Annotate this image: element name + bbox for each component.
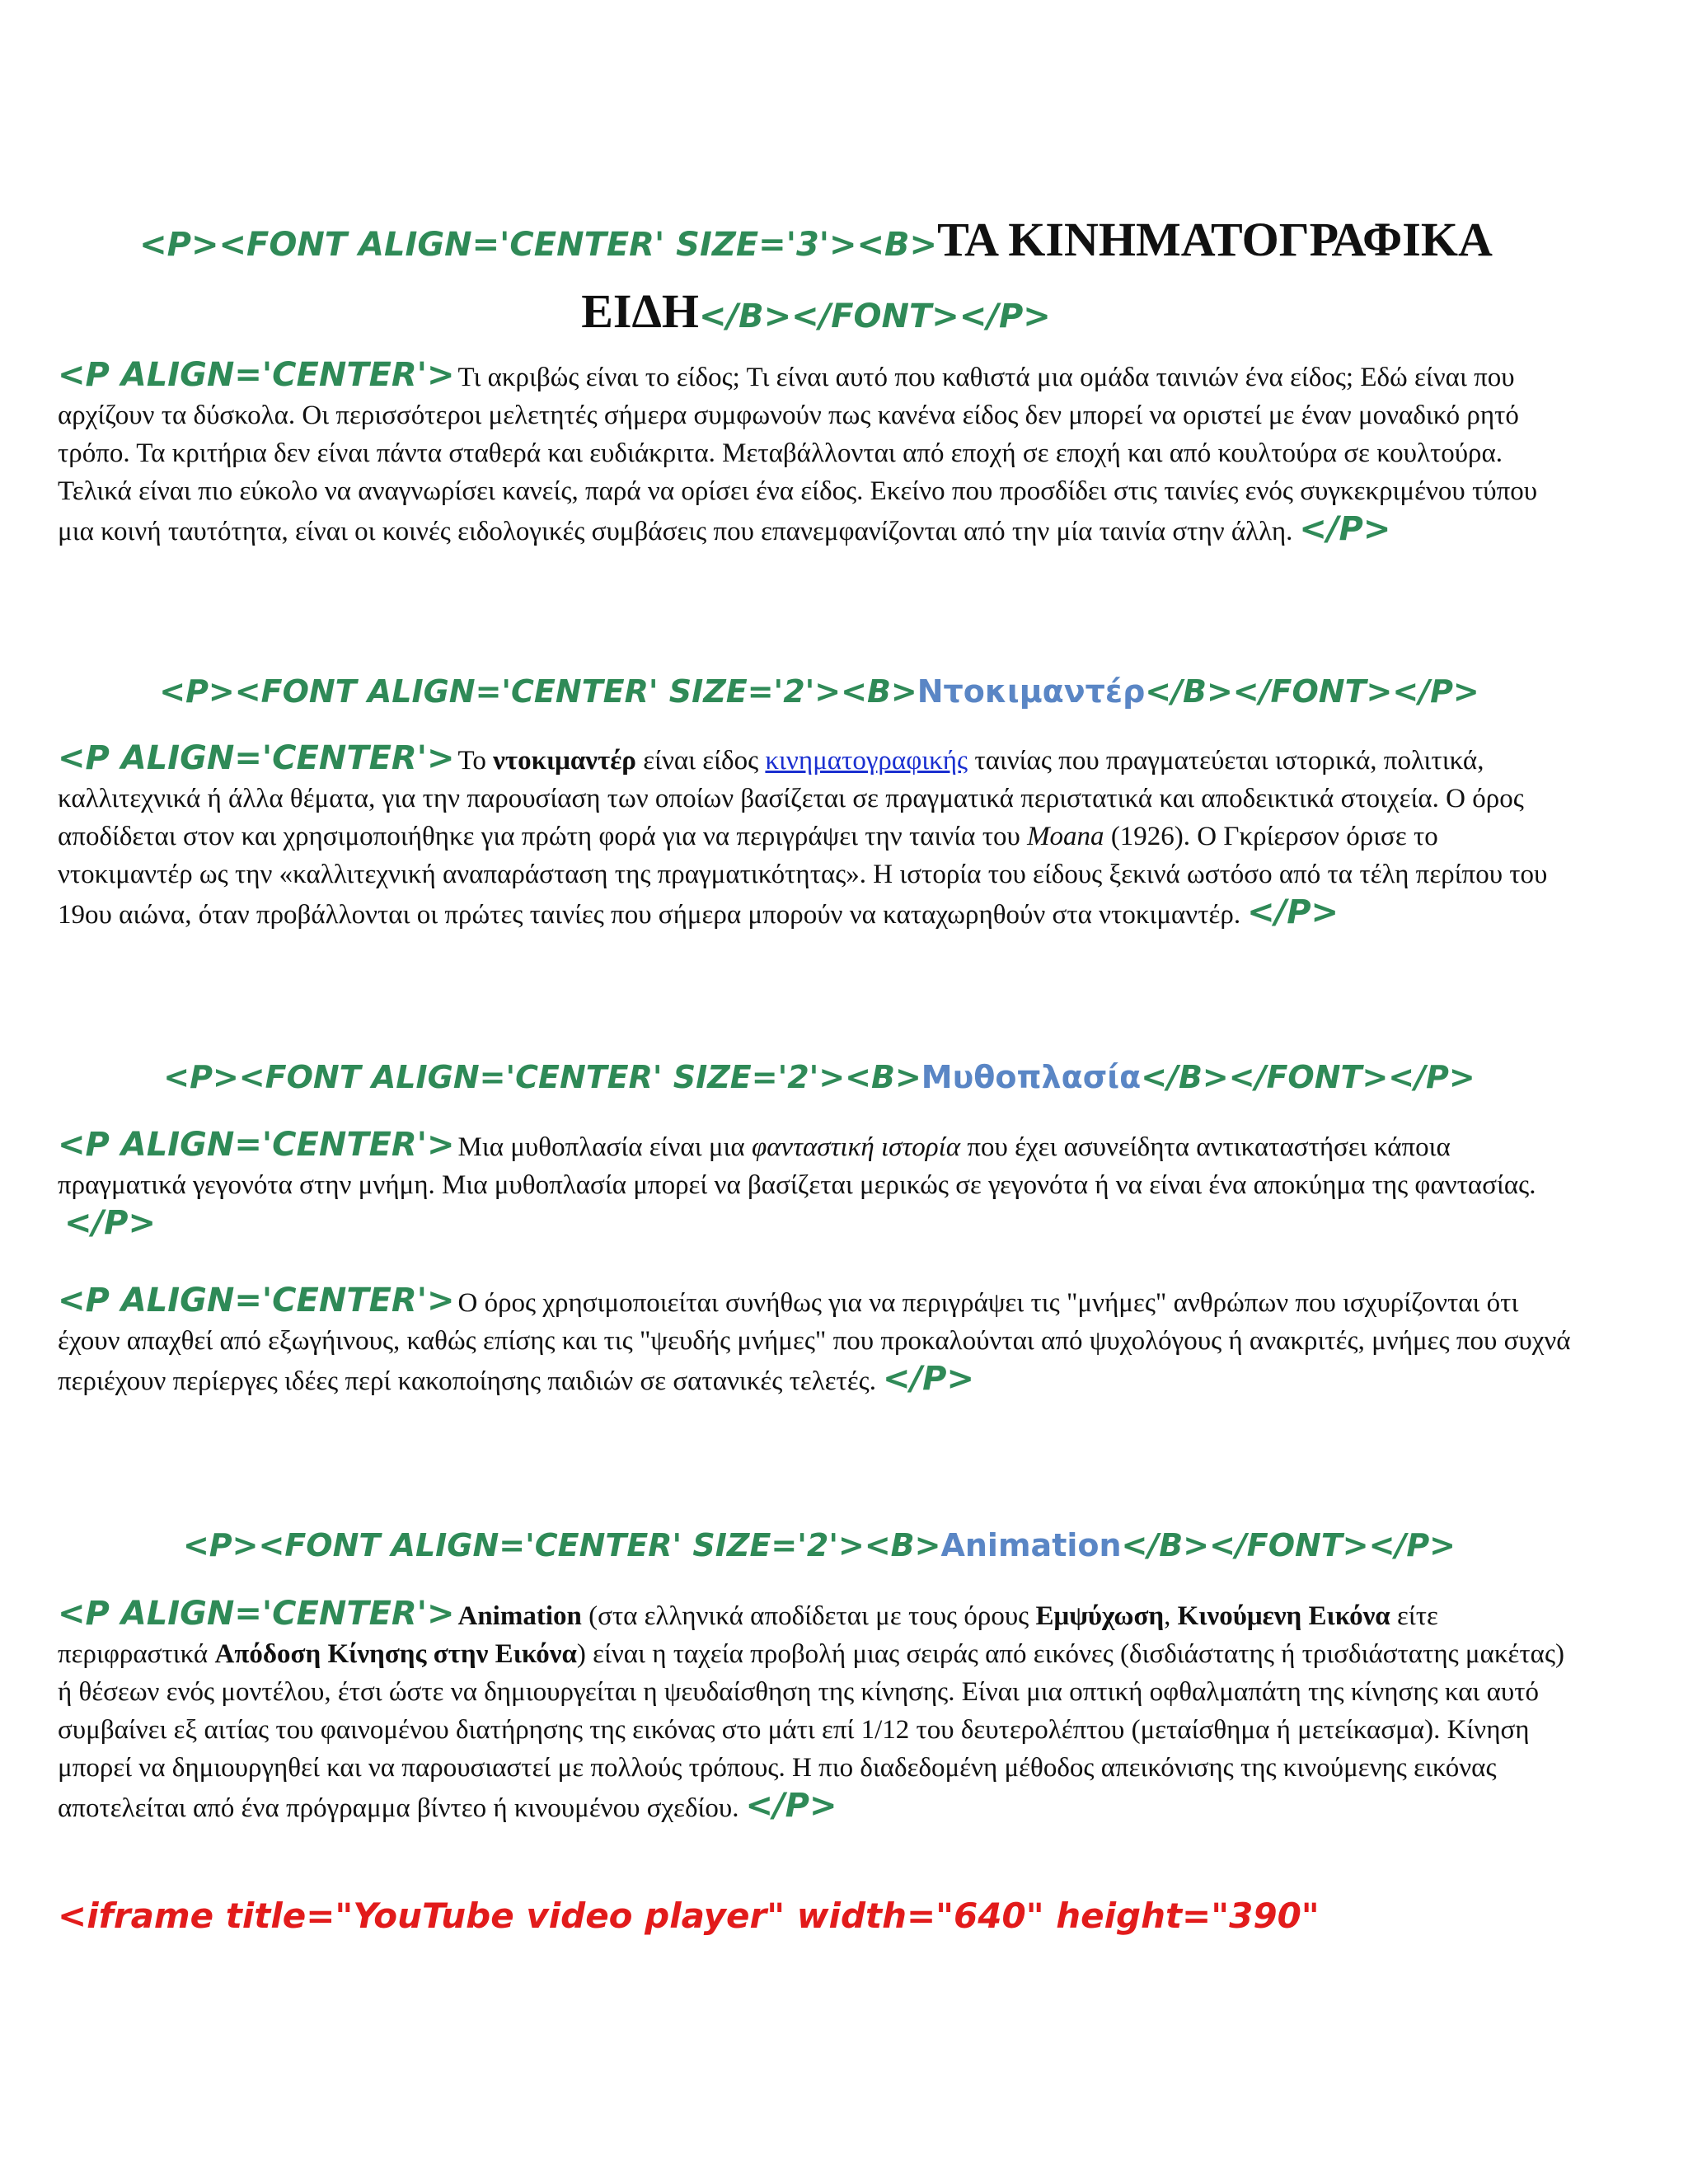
- bold-term: Animation: [457, 1601, 582, 1631]
- page-title: [132, 210, 1500, 354]
- text-run: (στα ελληνικά αποδίδεται με τους όρους: [581, 1601, 1036, 1631]
- heading-close-tag: </B></FONT></P>: [1121, 1527, 1456, 1563]
- p-close-tag: </P>: [64, 1204, 156, 1242]
- animation-heading: [58, 1527, 1581, 1564]
- cinematic-link[interactable]: κινηματογραφικής: [765, 746, 968, 776]
- heading-close-tag: </B></FONT></P>: [1141, 1059, 1475, 1095]
- documentary-heading: [58, 673, 1581, 710]
- text-run: Ο όρος χρησιμοποιείται συνήθως για να περιγράψει τις "μνήμες" ανθρώπων που ισχυρίζονται ότι έχουν απαχθεί από εξωγήινους, καθώς επίσης και τις "ψευδής μνήμες" που προκαλούνται από ψυχολόγους ή ανακριτές, μνήμες που συχνά περιέχουν περίεργες ιδέες περί κακοποίησης παιδιών σε σατανικές τελετές.: [58, 1288, 1571, 1396]
- heading-open-tag: <P><FONT ALIGN='CENTER' SIZE='2'><B>: [163, 1059, 921, 1095]
- p-open-tag: <P ALIGN='CENTER'>: [58, 1282, 455, 1319]
- p-close-tag: </P>: [883, 1360, 974, 1398]
- myth-title: Μυθοπλασία: [921, 1059, 1142, 1095]
- p-close-tag: </P>: [1247, 893, 1339, 931]
- bold-term: ντοκιμαντέρ: [493, 746, 636, 776]
- text-run: ταινίας που πραγματεύεται ιστορικά, πολιτικά, καλλιτεχνικά ή άλλα θέματα, για την παρουσίαση των οποίων βασίζεται σε πραγματικά περιστατικά και αποδεικτικά στοιχεία. Ο όρος αποδίδεται στον και χρησιμοποιήθηκε για πρώτη φορά για να περιγράψει την ταινία του: [58, 746, 1524, 851]
- p-open-tag: <P ALIGN='CENTER'>: [58, 1126, 455, 1164]
- bold-term: Κινούμενη Εικόνα: [1177, 1601, 1390, 1631]
- animation-title: Animation: [940, 1527, 1122, 1563]
- intro-paragraph: [58, 356, 1574, 551]
- title-text-line1: ΤΑ ΚΙΝΗΜΑΤΟΓΡΑΦΙΚΑ: [937, 213, 1493, 266]
- p-open-tag: <P ALIGN='CENTER'>: [58, 1595, 455, 1633]
- text-run: ,: [1164, 1601, 1178, 1631]
- text-run: που έχει ασυνείδητα αντικαταστήσει κάποια πραγματικά γεγονότα στην μνήμη. Μια μυθοπλασία μπορεί να βασίζεται μερικώς σε γεγονότα ή να είναι ένα αποκύημα της φαντασίας.: [58, 1132, 1536, 1200]
- text-run: Το: [457, 746, 494, 776]
- p-close-tag: </P>: [1299, 510, 1391, 548]
- bold-term: Εμψύχωση: [1035, 1601, 1165, 1631]
- text-run: είναι είδος: [635, 746, 766, 776]
- documentary-paragraph: [58, 739, 1574, 934]
- bold-term: Απόδοση Κίνησης στην Εικόνα: [214, 1639, 577, 1669]
- italic-term: φανταστική ιστορία: [751, 1132, 961, 1162]
- heading-close-tag: </B></FONT></P>: [1145, 673, 1479, 710]
- text-run: είτε περιφραστικά: [58, 1601, 1438, 1669]
- iframe-code-line: <iframe title="YouTube video player" width="640" height="390": [58, 1896, 1320, 1936]
- heading-open-tag: <P><FONT ALIGN='CENTER' SIZE='2'><B>: [159, 673, 917, 710]
- text-run: (1926). Ο Γκρίερσον όρισε το ντοκιμαντέρ ως την «καλλιτεχνική αναπαράσταση της πραγματικότητας». Η ιστορία του είδους ξεκινά ωστόσο από τα τέλη περίπου του 19ου αιώνα, όταν προβάλλονται οι πρώτες ταινίες που σήμερα μπορούν να καταχωρηθούν στα ντοκιμαντέρ.: [58, 822, 1548, 930]
- heading-open-tag: <P><FONT ALIGN='CENTER' SIZE='2'><B>: [182, 1527, 941, 1563]
- myth-paragraph-2: [58, 1282, 1574, 1400]
- title-open-tag: <P><FONT ALIGN='CENTER' SIZE='3'><B>: [139, 226, 938, 264]
- title-close-tag: </B></FONT></P>: [698, 298, 1051, 335]
- p-open-tag: <P ALIGN='CENTER'>: [58, 739, 455, 777]
- italic-term: Moana: [1027, 822, 1104, 851]
- documentary-title: Ντοκιμαντέρ: [917, 673, 1146, 710]
- intro-text: Τι ακριβώς είναι το είδος; Τι είναι αυτό που καθιστά μια ομάδα ταινιών ένα είδος; Εδώ είναι που αρχίζουν τα δύσκολα. Οι περισσότεροι μελετητές σήμερα συμφωνούν πως κανένα είδος δεν μπορεί να οριστεί με έναν μοναδικό ρητό τρόπο. Τα κριτήρια δεν είναι πάντα σταθερά και ευδιάκριτα. Μεταβάλλονται από εποχή σε εποχή και από κουλτούρα σε κουλτούρα. Τελικά είναι πιο εύκολο να αναγνωρίσει κανείς, παρά να ορίσει ένα είδος. Εκείνο που προσδίδει στις ταινίες ενός συγκεκριμένου τύπου μια κοινή ταυτότητα, είναι οι κοινές ειδολογικές συμβάσεις που επανεμφανίζονται από την μία ταινία στην άλλη.: [58, 363, 1538, 546]
- myth-heading: [58, 1059, 1581, 1096]
- title-text-line2: ΕΙΔΗ: [581, 284, 699, 338]
- myth-paragraph-1: [58, 1126, 1574, 1244]
- animation-paragraph: [58, 1595, 1574, 1827]
- text-run: ) είναι η ταχεία προβολή μιας σειράς από εικόνες (δισδιάστατης ή τρισδιάστατης μακέτας) ή θέσεων ενός μοντέλου, έτσι ώστε να δημιουργείται η ψευδαίσθηση της κίνησης. Είναι μια οπτική οφθαλμαπάτη της κίνησης και αυτό συμβαίνει εξ αιτίας του φαινομένου διατήρησης της εικόνας στο μάτι επί 1/12 του δευτερολέπτου (μεταίσθημα ή μετείκασμα). Κίνηση μπορεί να δημιουργηθεί και να παρουσιαστεί με πολλούς τρόπους. Η πιο διαδεδομένη μέθοδος απεικόνισης της κινούμενης εικόνας αποτελείται από ένα πρόγραμμα βίντεο ή κινουμένου σχεδίου.: [58, 1639, 1565, 1823]
- p-close-tag: </P>: [745, 1787, 837, 1825]
- text-run: Μια μυθοπλασία είναι μια: [457, 1132, 752, 1162]
- p-open-tag: <P ALIGN='CENTER'>: [58, 356, 455, 394]
